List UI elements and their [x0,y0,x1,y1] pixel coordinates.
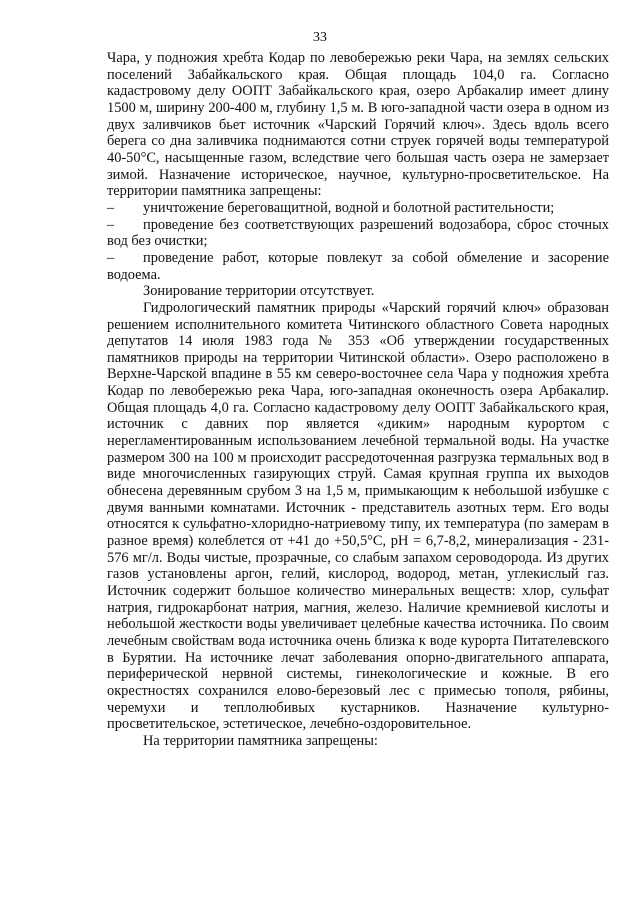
list-item-text: уничтожение береговащитной, водной и болотной растительности; [143,199,555,216]
list-item [107,217,609,250]
list-dash: – [107,249,115,266]
paragraph-zoning: Зонирование территории отсутствует. [143,283,375,300]
list-item-text: проведение без соответствующих разрешений водозабора, сброс сточных вод без очистки; [107,216,609,250]
paragraph-monument: Гидрологический памятник природы «Чарский горячий ключ» образован решением исполнительного комитета Читинского областного Совета народных депутатов 14 июля 1983 года № 353 «Об утверждении государственных памятников природы на территории Читинской области». Озеро расположено в Верхне-Чарской впадине в 55 км северо-восточнее села Чара у подножия хребта Кодар по левобережью река Чара, юго-западная оконечность озера Арбакалир. Общая площадь 4,0 га. Согласно кадастровому делу ООПТ Забайкальского края, источник с давних пор является «диким» народным курортом с нерегламентированным использованием лечебной термальной воды. На участке размером 300 на 100 м происходит рассредоточенная разгрузка термальных вод в виде многочисленных газирующих струй. Самая крупная группа их выходов обнесена деревянным срубом 3 на 1,5 м, примыкающим к небольшой избушке с двумя ванными комнатами. Источник - представитель азотных терм. Его воды относятся к сульфатно-хлоридно-натриевому типу, их температура (по замерам в разное время) колеблется от +41 до +50,5°С, pH = 6,7-8,2, минерализация - 231-576 мг/л. Воды чистые, прозрачные, со слабым запахом сероводорода. Из других газов установлены аргон, гелий, кислород, водород, метан, углекислый газ. Источник содержит большое количество минеральных веществ: хлор, сульфат натрия, гидрокарбонат натрия, магния, железо. Наличие кремниевой кислоты и небольшой жесткости воды увеличивает целебные качества источника. По своим лечебным свойствам вода источника очень близка к воде курорта Питателевского в Бурятии. На источнике лечат заболевания опорно-двигательного аппарата, периферической нервной системы, гинекологические и кожные. В его окрестностях сохранился елово-березовый лес с примесью тополя, рябины, черемухи и теплолюбивых кустарников. Назначение культурно-просветительское, эстетическое, лечебно-оздоровительное. [107,299,609,733]
page-number: 33 [313,30,327,45]
paragraph-intro: Чара, у подножия хребта Кодар по левобережью реки Чара, на землях сельских поселений Забайкальского края. Общая площадь 104,0 га. Согласно кадастровому делу ООПТ Забайкальского края, озеро Арбакалир имеет длину 1500 м, ширину 200-400 м, глубину 1,5 м. В юго-западной части озера в одном из двух заливчиков бьет источник «Чарский Горячий ключ». Здесь вдоль всего берега со дна заливчика поднимаются сотни струек горячей воды температурой 40-50°С, насыщенные газом, вследствие чего большая часть озера не замерзает зимой. Назначение историческое, научное, культурно-просветительское. На территории памятника запрещены: [107,50,609,200]
list-dash: – [107,216,115,233]
list-item-text: проведение работ, которые повлекут за собой обмеление и засорение водоема. [107,249,609,283]
list-item [107,200,609,217]
paragraph-prohibited: На территории памятника запрещены: [143,732,378,749]
list-item [107,250,609,283]
document-body [107,50,609,750]
list-dash: – [107,199,115,216]
